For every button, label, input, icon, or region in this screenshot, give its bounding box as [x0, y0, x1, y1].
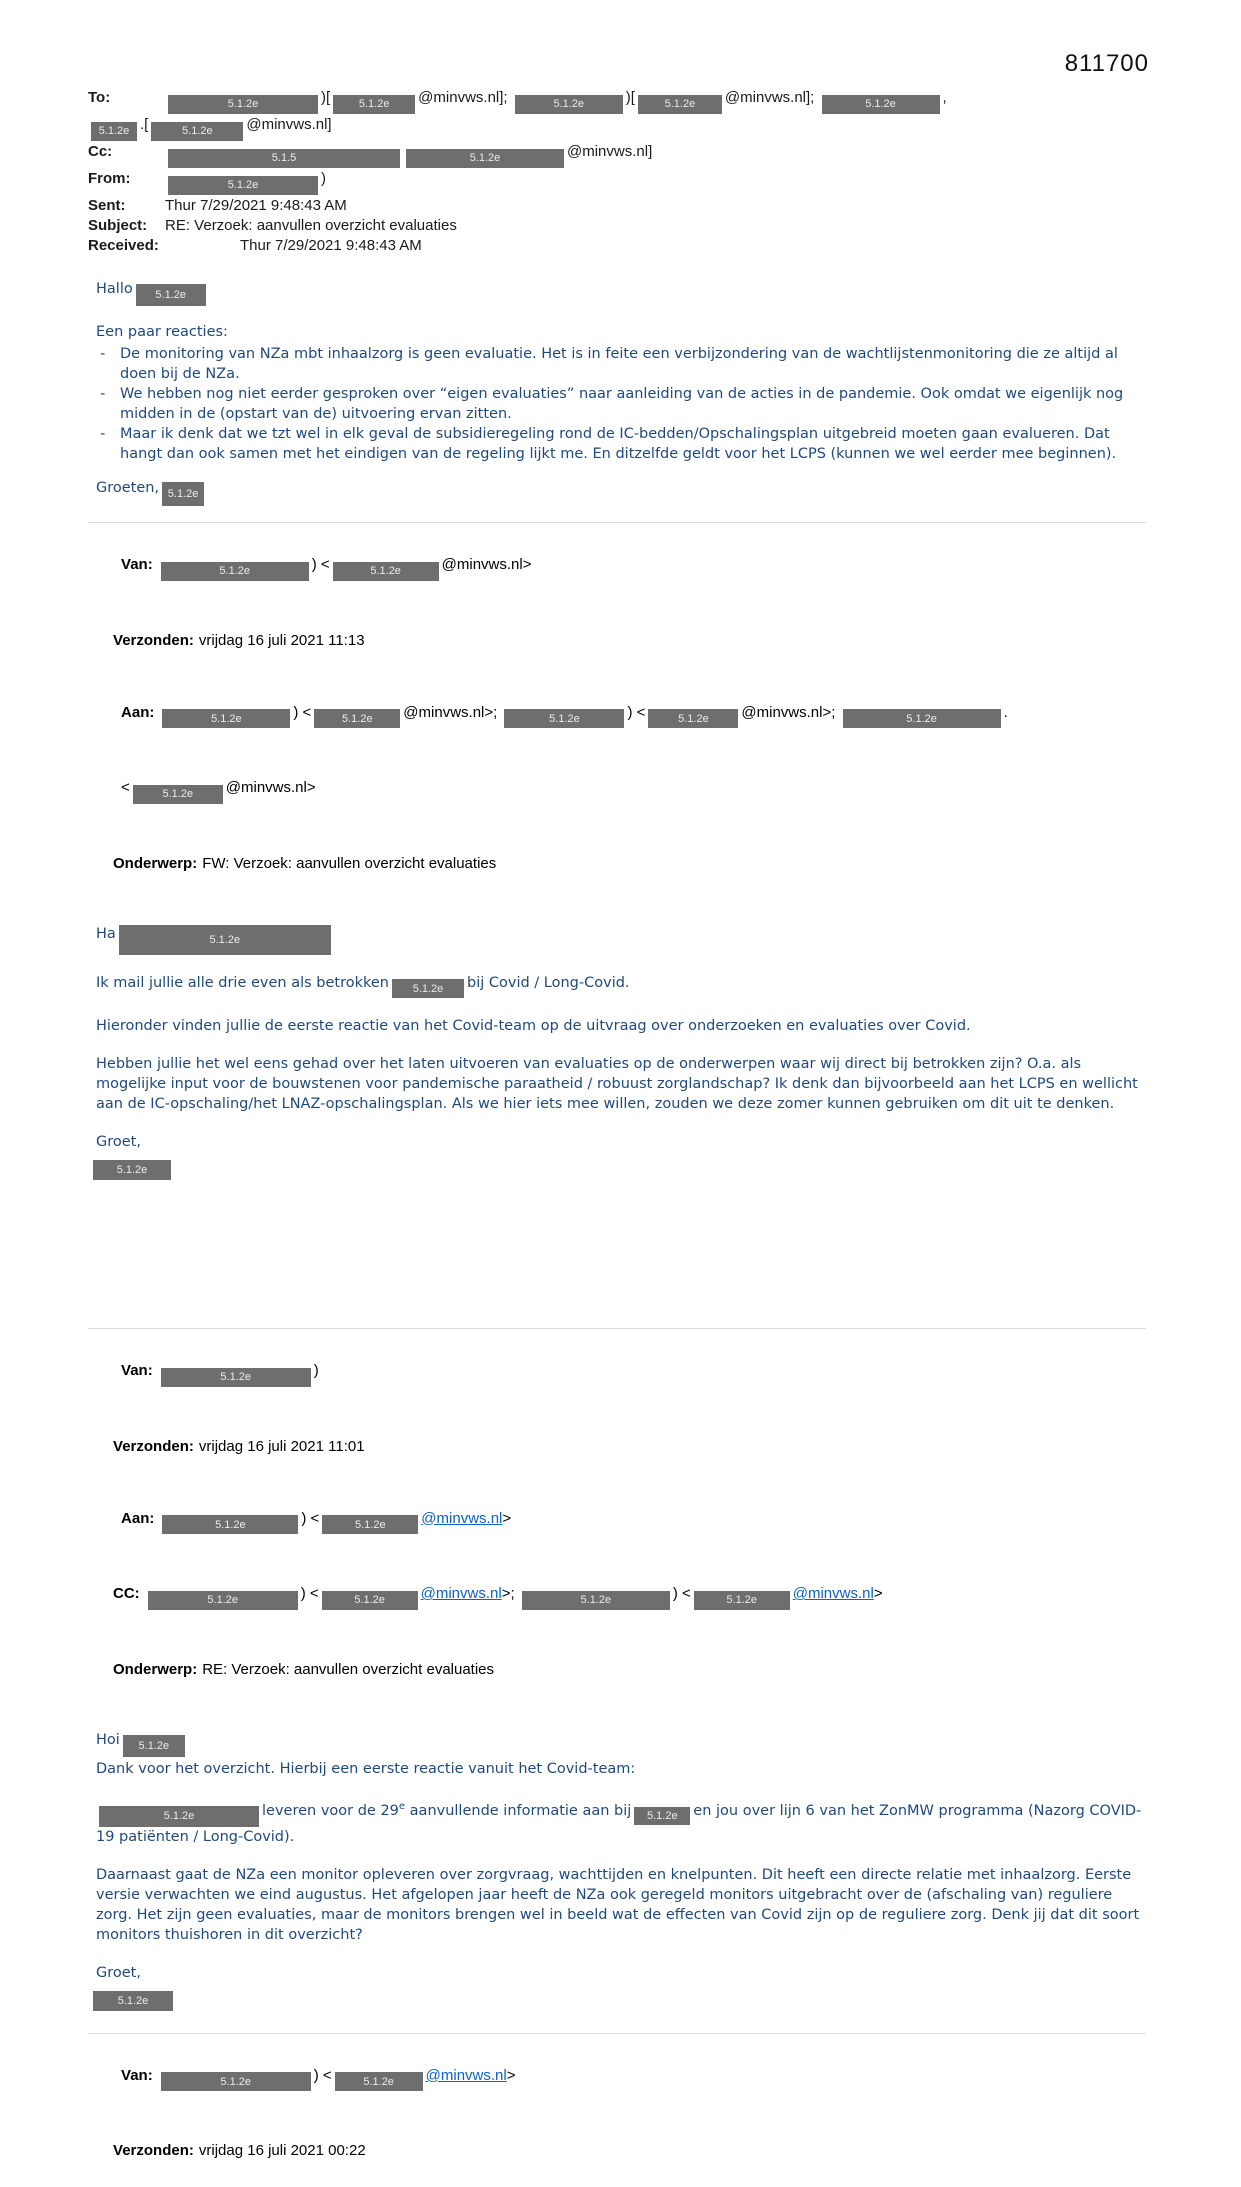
- email-address-link[interactable]: @minvws.nl: [425, 2066, 507, 2084]
- redaction-box: 5.1.2e: [93, 1160, 171, 1180]
- signoff-line: [96, 478, 1146, 506]
- list-item: [88, 424, 1146, 464]
- redaction-box: 5.1.2e: [522, 1591, 670, 1610]
- redaction-box: 5.1.2e: [133, 785, 223, 804]
- header-value-verzonden: vrijdag 16 juli 2021 11:01: [198, 1437, 365, 1455]
- redaction-box: 5.1.2e: [406, 149, 564, 168]
- redaction-box: 5.1.2e: [162, 709, 290, 728]
- redaction-box: 5.1.2e: [504, 709, 624, 728]
- paragraph: Daarnaast gaat de NZa een monitor opleveren over zorgvraag, wachttijden en knelpunten. Dit heeft een directe relatie met inhaalzorg. Eerste versie verwachten we eind augustus. Het afgelopen jaar heeft de NZa ook geregeld monitors uitgebracht over de (afschaling van) reguliere zorg. Het zijn geen evaluaties, maar de monitors brengen wel in beeld wat de effecten van Covid zijn op de reguliere zorg. Denk jij dat dit soort monitors thuishoren in dit overzicht?: [96, 1866, 1144, 1943]
- redaction-box: 5.1.2e: [168, 176, 318, 195]
- header-row-aan: [88, 1483, 1146, 1559]
- header-label-onderwerp: Onderwerp:: [113, 1660, 198, 1678]
- email1-header: [88, 88, 1146, 255]
- text-run: >: [502, 1509, 512, 1527]
- text-run: >;: [501, 1585, 519, 1602]
- header-row-verzonden: [88, 605, 1146, 677]
- text-run: ) <: [313, 2066, 332, 2084]
- header-row-van: [88, 529, 1146, 605]
- text-run: Hallo: [96, 281, 133, 297]
- signoff-redaction: [90, 1985, 1146, 2011]
- header-value-van: [158, 1362, 319, 1383]
- header-label-verzonden: Verzonden:: [113, 2142, 194, 2160]
- header-row-onderwerp: [88, 1634, 1146, 1706]
- header-label-onderwerp: Onderwerp:: [113, 854, 198, 872]
- signoff-word: Groet,: [96, 1134, 141, 1150]
- greeting-line: [96, 279, 1146, 306]
- redaction-box: 5.1.2e: [634, 1807, 690, 1825]
- redaction-box: 5.1.2e: [168, 95, 318, 114]
- header-label-van: Van:: [121, 556, 153, 573]
- text-run: @minvws.nl];: [724, 89, 819, 106]
- header-label-verzonden: Verzonden:: [113, 631, 194, 649]
- greeting-line: [96, 1730, 1146, 1757]
- redaction-box: 5.1.2e: [843, 709, 1001, 728]
- header-value-van: [158, 2066, 516, 2088]
- header-row-subject: [88, 216, 1146, 235]
- header-label-subject: Subject:: [88, 217, 148, 234]
- header-label-cc: Cc:: [88, 143, 113, 160]
- header-label-aan: Aan:: [121, 1509, 155, 1527]
- redaction-box: 5.1.2e: [148, 1591, 298, 1610]
- text-run: ) <: [311, 556, 330, 573]
- text-run: .: [1003, 703, 1008, 721]
- header-label-aan: Aan:: [121, 703, 155, 721]
- redaction-box: 5.1.2e: [648, 709, 738, 728]
- superscript: e: [398, 1800, 406, 1812]
- bullet-text: De monitoring van NZa mbt inhaalzorg is geen evaluatie. Het is in feite een verbijzondering van de wachtlijstenmonitoring die ze altijd al doen bij de NZa.: [120, 346, 1118, 382]
- text-run: ): [321, 170, 326, 187]
- redaction-box: 5.1.2e: [822, 95, 940, 114]
- header-row-onderwerp: [88, 828, 1146, 900]
- paragraph: Hieronder vinden jullie de eerste reactie van het Covid-team op de uitvraag over onderzoeken en evaluaties over Covid.: [96, 1018, 971, 1034]
- text-run: @minvws.nl>: [441, 556, 532, 573]
- text-run: Ha: [96, 925, 116, 942]
- greeting-line: [96, 924, 1146, 955]
- header-row-to: [88, 88, 1146, 114]
- redaction-box: 5.1.2e: [161, 1368, 311, 1387]
- paragraph: Hebben jullie het wel eens gehad over het laten uitvoeren van evaluaties op de onderwerpen waar wij direct bij betrokken zijn? O.a. als mogelijke input voor de bouwstenen voor pandemische paraatheid / robuust zorglandschap? Ik denk dan bijvoorbeeld aan het LCPS en wellicht aan de IC-opschaling/het LNAZ-opschalingsplan. Als we hier iets mee willen, zouden we deze zomer kunnen gebruiken om dit uit te denken.: [96, 1056, 1143, 1112]
- list-item: [88, 384, 1146, 424]
- text-run: @minvws.nl>: [225, 779, 316, 796]
- header-row-received: [88, 236, 1146, 255]
- header-value-onderwerp: FW: Verzoek: aanvullen overzicht evaluaties: [202, 854, 497, 872]
- bullet-marker: -: [100, 426, 106, 442]
- text-run: @minvws.nl]: [246, 116, 332, 133]
- intro-line: Een paar reacties:: [96, 324, 228, 340]
- redaction-box: 5.1.2e: [335, 2072, 423, 2091]
- text-run: <: [121, 779, 130, 796]
- header-value-to: [165, 88, 947, 114]
- text-run: ) <: [627, 703, 646, 721]
- header-label-van: Van:: [121, 1362, 153, 1379]
- text-run: )[: [321, 89, 331, 106]
- redaction-box: 5.1.2e: [119, 925, 331, 955]
- redaction-box: 5.1.2e: [322, 1591, 418, 1610]
- header-value-verzonden: vrijdag 16 juli 2021 11:13: [198, 631, 365, 649]
- header-label-received: Received:: [88, 237, 159, 254]
- text-run: ) <: [672, 1585, 691, 1602]
- redaction-box: 5.1.2e: [638, 95, 722, 114]
- email-address-link[interactable]: @minvws.nl: [792, 1585, 874, 1602]
- paragraph: [96, 1797, 1146, 1847]
- header-value-van: [158, 556, 532, 577]
- text-run: @minvws.nl]: [567, 143, 653, 160]
- text-run: bij Covid / Long-Covid.: [467, 974, 630, 991]
- redaction-box: 5.1.2e: [392, 979, 464, 998]
- text-run: Groeten,: [96, 480, 160, 496]
- email4-header: [88, 2040, 1146, 2187]
- redaction-box: 5.1.2e: [162, 1515, 298, 1534]
- document-number: 811700: [1064, 50, 1149, 77]
- header-row-cc: [88, 142, 1146, 168]
- email1-body: [88, 279, 1146, 506]
- header-value-from: [165, 169, 326, 195]
- text-run: Hoi: [96, 1731, 120, 1748]
- email-address-link[interactable]: @minvws.nl: [420, 1585, 502, 1602]
- redaction-box: 5.1.2e: [161, 562, 309, 581]
- email2-body: [88, 924, 1146, 1181]
- text-run: aanvullende informatie aan bij: [405, 1802, 632, 1819]
- header-row-verzonden: [88, 2115, 1146, 2187]
- header-value-aan: [159, 1509, 512, 1531]
- text-run: ): [313, 1362, 319, 1379]
- bullet-text: Maar ik denk dat we tzt wel in elk geval de subsidieregeling rond de IC-bedden/Opschalingsplan uitgebreid moeten gaan evalueren. Dat hangt dan ook samen met het eindigen van de regeling lijkt me. En ditzelfde geldt voor het LCPS (kunnen we wel eerder mee beginnen).: [120, 426, 1117, 462]
- bullet-list: [88, 344, 1146, 464]
- text-run: @minvws.nl>;: [403, 703, 502, 721]
- redaction-box: 5.1.2e: [694, 1591, 790, 1610]
- redaction-box: 5.1.2e: [333, 562, 439, 581]
- header-value-onderwerp: RE: Verzoek: aanvullen overzicht evaluaties: [202, 1660, 495, 1678]
- redaction-box: 5.1.2e: [91, 122, 137, 141]
- redaction-box: 5.1.2e: [161, 2072, 311, 2091]
- separator: [88, 2033, 1146, 2034]
- header-label-sent: Sent:: [88, 197, 126, 214]
- bullet-marker: -: [100, 386, 106, 402]
- header-value-sent: Thur 7/29/2021 9:48:43 AM: [165, 197, 347, 214]
- header-row-verzonden: [88, 1411, 1146, 1483]
- redaction-box: 5.1.2e: [322, 1515, 418, 1534]
- redaction-box: 5.1.5: [168, 149, 400, 168]
- text-run: ) <: [300, 1585, 319, 1602]
- header-row-van: [88, 1335, 1146, 1411]
- header-value-cc: [145, 1585, 883, 1606]
- header-row-to-continued: [88, 115, 1146, 141]
- signoff-word: Groet,: [96, 1964, 141, 1981]
- header-label-cc: CC:: [113, 1585, 140, 1602]
- text-run: ,: [942, 89, 947, 106]
- text-run: ) <: [301, 1509, 320, 1527]
- header-row-aan-continued: [88, 752, 1146, 828]
- redaction-box: 5.1.2e: [333, 95, 415, 114]
- email3-body: [88, 1730, 1146, 2011]
- text-run: ) <: [293, 703, 312, 721]
- header-row-from: [88, 169, 1146, 195]
- header-label-van: Van:: [121, 2066, 153, 2084]
- paragraph: [96, 973, 1146, 999]
- header-row-aan: [88, 677, 1146, 753]
- text-run: leveren voor de 29: [262, 1802, 399, 1819]
- text-run: )[: [625, 89, 635, 106]
- header-value-subject: RE: Verzoek: aanvullen overzicht evaluaties: [165, 217, 457, 234]
- list-item: [88, 344, 1146, 384]
- header-value-to-continued: [88, 115, 332, 141]
- header-label-from: From:: [88, 170, 131, 187]
- text-run: Ik mail jullie alle drie even als betrokken: [96, 974, 390, 991]
- header-row-cc: [88, 1558, 1146, 1634]
- redaction-box: 5.1.2e: [151, 122, 243, 141]
- email2-header: [88, 529, 1146, 900]
- redaction-box: 5.1.2e: [314, 709, 400, 728]
- header-row-van: [88, 2040, 1146, 2116]
- text-run: @minvws.nl];: [418, 89, 512, 106]
- header-value-aan: [159, 703, 1008, 725]
- redaction-box: 5.1.2e: [93, 1991, 173, 2011]
- signoff-redaction: [90, 1154, 1146, 1180]
- bullet-text: We hebben nog niet eerder gesproken over “eigen evaluaties” naar aanleiding van de acties in de pandemie. Ook omdat we eigenlijk nog midden in de (opstart van de) uitvoering ervan zitten.: [120, 386, 1124, 422]
- redaction-box: 5.1.2e: [136, 284, 206, 306]
- redaction-box: 5.1.2e: [515, 95, 623, 114]
- email-address-link[interactable]: @minvws.nl: [421, 1509, 503, 1527]
- header-label-verzonden: Verzonden:: [113, 1437, 194, 1455]
- header-label-to: To:: [88, 89, 111, 106]
- bullet-marker: -: [100, 346, 106, 362]
- header-value-verzonden: vrijdag 16 juli 2021 00:22: [198, 2142, 366, 2160]
- text-run: >: [506, 2066, 516, 2084]
- separator: [88, 522, 1146, 523]
- text-run: @minvws.nl>;: [741, 703, 840, 721]
- redaction-box: 5.1.2e: [162, 482, 204, 506]
- separator: [88, 1328, 1146, 1329]
- header-value-received: Thur 7/29/2021 9:48:43 AM: [240, 237, 422, 254]
- paragraph: Dank voor het overzicht. Hierbij een eerste reactie vanuit het Covid-team:: [96, 1760, 636, 1777]
- header-value-cc: [165, 142, 652, 168]
- email3-header: [88, 1335, 1146, 1706]
- redaction-box: 5.1.2e: [99, 1806, 259, 1827]
- text-run: >: [873, 1585, 883, 1602]
- text-run: .[: [140, 116, 149, 133]
- header-row-sent: [88, 196, 1146, 215]
- redaction-box: 5.1.2e: [123, 1735, 185, 1757]
- header-value-aan-continued: [121, 779, 316, 800]
- text-run: en jou over lijn 6 van het ZonMW programma (Nazorg COVID-19 patiënten / Long-Covid).: [96, 1802, 1142, 1845]
